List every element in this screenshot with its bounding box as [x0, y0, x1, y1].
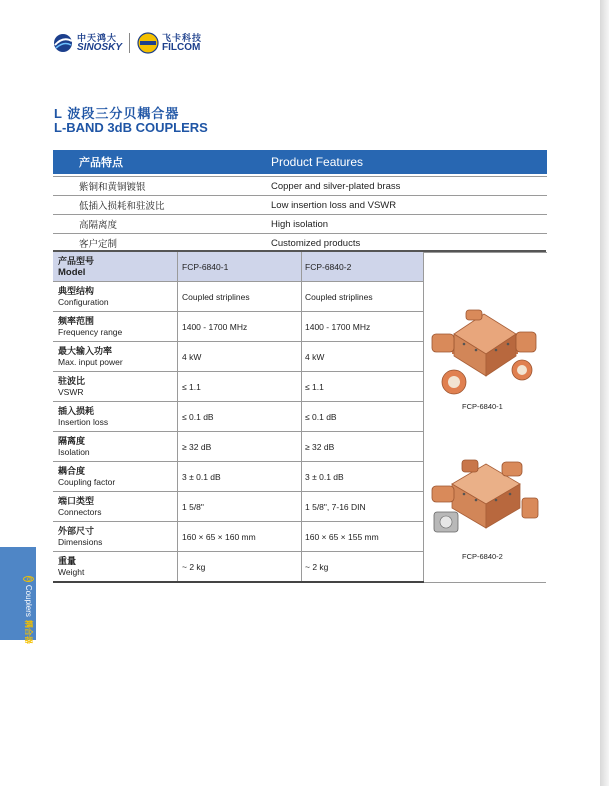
spec-value-1: Coupled striplines [178, 282, 302, 312]
side-tab-cn: 耦合器 [24, 619, 33, 644]
sinosky-logo [52, 33, 122, 53]
spec-label-cn: 插入损耗 [58, 405, 95, 416]
features-header-cn: 产品特点 [79, 157, 123, 169]
spec-label-cn: 典型结构 [58, 285, 95, 296]
spec-value-1: 160 × 65 × 160 mm [178, 522, 302, 552]
model-2-name: FCP-6840-2 [302, 251, 424, 282]
spec-label [53, 282, 178, 312]
spec-value-2: ≤ 1.1 [302, 372, 424, 402]
page-edge-shadow [600, 0, 609, 786]
spec-value-2: 160 × 65 × 155 mm [302, 522, 424, 552]
spec-value-1: ~ 2 kg [178, 552, 302, 583]
spec-label [53, 552, 178, 583]
spec-value-2: ≥ 32 dB [302, 432, 424, 462]
spec-label-cn: 隔离度 [58, 435, 86, 446]
spec-value-1: ≥ 32 dB [178, 432, 302, 462]
coupler-image-1 [424, 304, 546, 400]
feature-row [53, 176, 547, 196]
filcom-cn: 飞卡科技 [162, 32, 203, 43]
side-tab-number: 6 [25, 577, 32, 581]
spec-value-2: 1400 - 1700 MHz [302, 312, 424, 342]
spec-label-en: Insertion loss [58, 416, 109, 427]
spec-header-row [53, 251, 546, 282]
feature-row [53, 215, 547, 234]
spec-value-2: ≤ 0.1 dB [302, 402, 424, 432]
spec-table [53, 250, 546, 583]
spec-label-en: Connectors [58, 506, 102, 517]
product-images-cell [424, 251, 547, 582]
feature-cn: 高隔离度 [79, 220, 118, 231]
page-title-cn: L 波段三分贝耦合器 [54, 106, 180, 121]
spec-label-en: Weight [58, 566, 85, 577]
filcom-en: FILCOM [162, 41, 201, 53]
spec-header-en: Model [58, 266, 86, 278]
side-tab-en: Couplers [24, 584, 33, 617]
spec-value-2: Coupled striplines [302, 282, 424, 312]
filcom-emblem-icon [137, 32, 159, 54]
spec-header-cn: 产品型号 [58, 255, 95, 266]
spec-label-en: Dimensions [58, 536, 103, 547]
spec-label-cn: 最大输入功率 [58, 345, 113, 356]
page-title-en: L-BAND 3dB COUPLERS [54, 120, 208, 135]
spec-label-cn: 驻波比 [58, 375, 86, 386]
spec-value-1: 4 kW [178, 342, 302, 372]
spec-label-en: VSWR [58, 386, 84, 397]
feature-en: Copper and silver-plated brass [271, 180, 401, 192]
spec-header-label [53, 251, 178, 282]
spec-value-2: 4 kW [302, 342, 424, 372]
spec-label [53, 492, 178, 522]
spec-label-cn: 耦合度 [58, 465, 86, 476]
model-1-name: FCP-6840-1 [178, 251, 302, 282]
spec-label [53, 462, 178, 492]
spec-value-1: 1 5/8" [178, 492, 302, 522]
spec-label [53, 432, 178, 462]
feature-en: Customized products [271, 237, 361, 249]
logo-divider [129, 33, 130, 53]
spec-label-cn: 端口类型 [58, 495, 95, 506]
feature-cn: 低插入损耗和驻波比 [79, 201, 165, 212]
image-caption-1: FCP-6840-1 [462, 402, 503, 411]
sinosky-en: SINOSKY [77, 41, 123, 53]
spec-label-en: Configuration [58, 296, 109, 307]
spec-value-2: 1 5/8", 7-16 DIN [302, 492, 424, 522]
spec-value-1: 3 ± 0.1 dB [178, 462, 302, 492]
spec-value-2: 3 ± 0.1 dB [302, 462, 424, 492]
spec-label-cn: 重量 [58, 555, 77, 566]
spec-value-1: 1400 - 1700 MHz [178, 312, 302, 342]
spec-label [53, 402, 178, 432]
spec-label [53, 342, 178, 372]
features-table [53, 150, 547, 253]
coupler-image-2 [424, 448, 546, 546]
spec-label-en: Max. input power [58, 356, 123, 367]
spec-label [53, 522, 178, 552]
feature-row [53, 196, 547, 215]
spec-label [53, 312, 178, 342]
features-header [53, 150, 547, 174]
image-caption-2: FCP-6840-2 [462, 552, 503, 561]
features-header-en: Product Features [271, 155, 364, 169]
feature-cn: 客户定制 [79, 239, 118, 250]
sinosky-cn: 中天鸿大 [77, 32, 118, 43]
side-tab-label [23, 576, 34, 644]
feature-en: Low insertion loss and VSWR [271, 199, 397, 211]
spec-label [53, 372, 178, 402]
spec-value-1: ≤ 0.1 dB [178, 402, 302, 432]
spec-label-en: Isolation [58, 446, 90, 457]
sinosky-emblem-icon [52, 33, 74, 53]
spec-label-en: Frequency range [58, 326, 123, 337]
filcom-logo [137, 32, 202, 54]
spec-label-cn: 频率范围 [58, 315, 95, 326]
feature-en: High isolation [271, 218, 329, 230]
spec-value-2: ~ 2 kg [302, 552, 424, 583]
spec-label-cn: 外部尺寸 [58, 525, 95, 536]
logo-bar [52, 30, 202, 56]
feature-cn: 紫铜和黄铜镀银 [79, 182, 146, 193]
spec-value-1: ≤ 1.1 [178, 372, 302, 402]
spec-label-en: Coupling factor [58, 476, 116, 487]
